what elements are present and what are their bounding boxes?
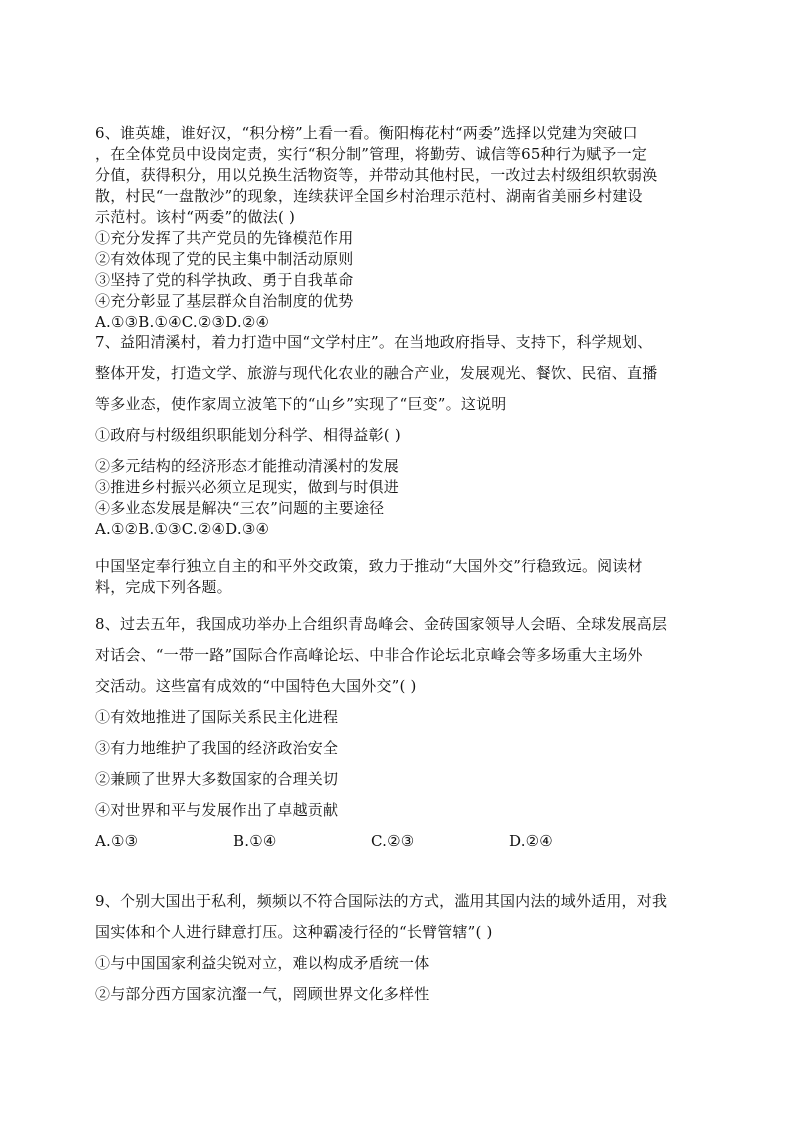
question-8-stem-line: 对话会、“一带一路”国际合作高峰论坛、中非合作论坛北京峰会等多场重大主场外 xyxy=(95,646,643,664)
question-7-stem-line: 整体开发，打造文学、旅游与现代化农业的融合产业，发展观光、餐饮、民宿、直播 xyxy=(95,364,658,382)
material-intro-line: 料，完成下列各题。 xyxy=(95,578,232,596)
question-8-stem-line: 交活动。这些富有成效的“中国特色大国外交”( ) xyxy=(95,677,417,695)
question-6-stem-line: 分值，获得积分，用以兑换生活物资等，并带动其他村民，一改过去村级组织软弱涣 xyxy=(95,166,658,184)
question-8-option: ②兼顾了世界大多数国家的合理关切 xyxy=(95,770,339,788)
question-9-option: ②与部分西方国家沆瀣一气，罔顾世界文化多样性 xyxy=(95,985,430,1003)
question-6-answers: A.①③B.①④C.②③D.②④ xyxy=(95,313,270,331)
question-6-option: ③坚持了党的科学执政、勇于自我革命 xyxy=(95,271,354,289)
question-7-option: ③推进乡村振兴必须立足现实，做到与时俱进 xyxy=(95,478,400,496)
answer-choice-c: C.②③ xyxy=(371,832,415,850)
question-7-option: ②多元结构的经济形态才能推动清溪村的发展 xyxy=(95,457,400,475)
question-6-stem-line: 散，村民“一盘散沙”的现象，连续获评全国乡村治理示范村、湖南省美丽乡村建设 xyxy=(95,187,643,205)
question-8-option: ④对世界和平与发展作出了卓越贡献 xyxy=(95,801,339,819)
question-9-option: ①与中国国家利益尖锐对立，难以构成矛盾统一体 xyxy=(95,954,430,972)
question-9-stem-line: 国实体和个人进行肆意打压。这种霸凌行径的“长臂管辖”( ) xyxy=(95,923,493,941)
question-6-option: ②有效体现了党的民主集中制活动原则 xyxy=(95,250,354,268)
question-9-stem-line: 9、个别大国出于私利，频频以不符合国际法的方式，滥用其国内法的域外适用，对我 xyxy=(95,892,668,910)
question-7-stem-line: 7、益阳清溪村，着力打造中国“文学村庄”。在当地政府指导、支持下，科学规划、 xyxy=(95,333,653,351)
question-7-option: ④多业态发展是解决“三农”问题的主要途径 xyxy=(95,499,385,517)
question-8-option: ③有力地维护了我国的经济政治安全 xyxy=(95,739,339,757)
question-8-option: ①有效地推进了国际关系民主化进程 xyxy=(95,708,339,726)
question-6-option: ④充分彰显了基层群众自治制度的优势 xyxy=(95,292,354,310)
answer-choice-d: D.②④ xyxy=(509,832,553,850)
question-7-answers: A.①②B.①③C.②④D.③④ xyxy=(95,520,270,538)
question-6-stem-line: 示范村。该村“两委”的做法( ) xyxy=(95,208,296,226)
question-8-answers xyxy=(95,832,553,850)
question-8-stem-line: 8、过去五年，我国成功举办上合组织青岛峰会、金砖国家领导人会晤、全球发展高层 xyxy=(95,615,668,633)
material-intro-line: 中国坚定奉行独立自主的和平外交政策，致力于推动“大国外交”行稳致远。阅读材 xyxy=(95,557,643,575)
question-6-stem-line: ，在全体党员中设岗定责，实行“积分制”管理，将勤劳、诚信等65种行为赋予一定 xyxy=(95,145,648,163)
question-6-option: ①充分发挥了共产党员的先锋模范作用 xyxy=(95,229,354,247)
question-6-stem-line: 6、谁英雄，谁好汉，“积分榜”上看一看。衡阳梅花村“两委”选择以党建为突破口 xyxy=(95,124,638,142)
question-7-stem-line: 等多业态，使作家周立波笔下的“山乡”实现了“巨变”。这说明 xyxy=(95,395,507,413)
answer-choice-b: B.①④ xyxy=(233,832,277,850)
answer-choice-a: A.①③ xyxy=(95,832,139,850)
question-7-option: ①政府与村级组织职能划分科学、相得益彰( ) xyxy=(95,426,401,444)
